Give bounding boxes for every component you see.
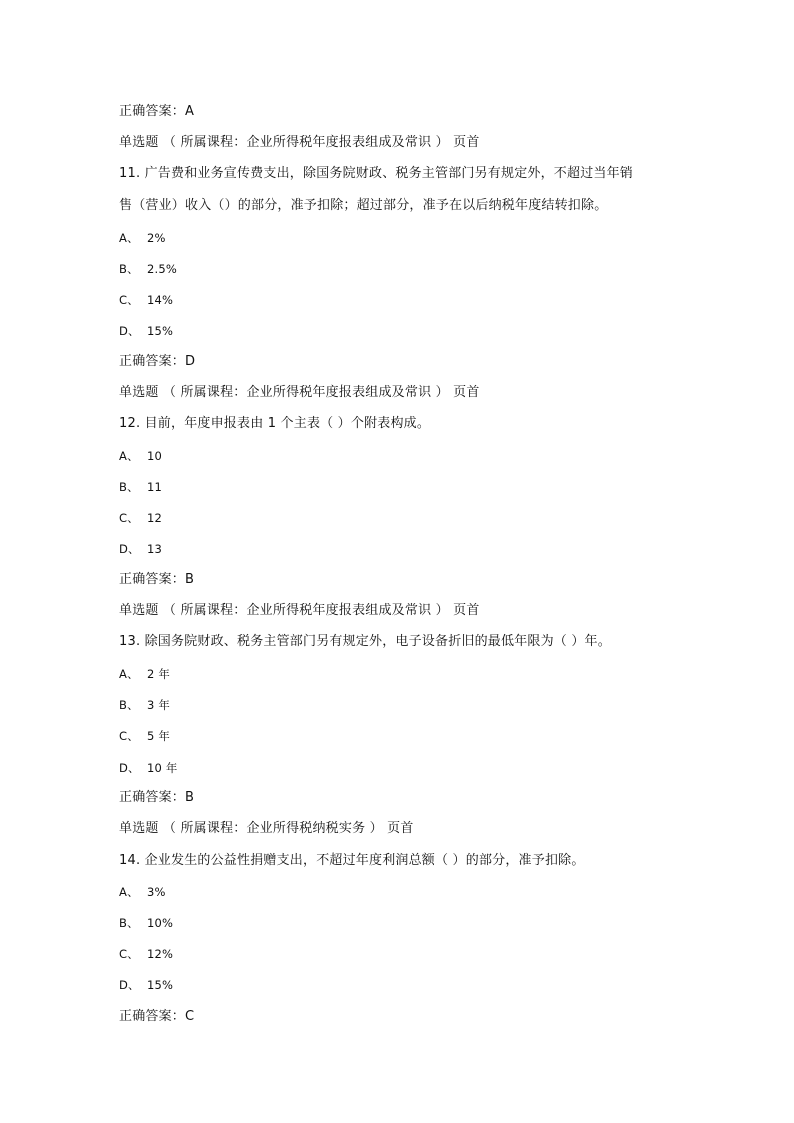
option-text: 12% — [147, 947, 174, 961]
option-letter: C、 — [119, 293, 139, 307]
option-letter: A、 — [119, 885, 139, 899]
option-text: 2% — [147, 231, 166, 245]
question-text: 13. 除国务院财政、税务主管部门另有规定外，电子设备折旧的最低年限为（ ）年。 — [119, 634, 611, 649]
option-letter: A、 — [119, 667, 139, 681]
option-letter: B、 — [119, 698, 139, 712]
option-text: 13 — [147, 542, 163, 556]
option-line — [119, 728, 170, 744]
option-line — [119, 977, 173, 993]
option-letter: D、 — [119, 324, 140, 338]
option-line — [119, 760, 178, 776]
option-line — [119, 915, 173, 931]
option-line — [119, 292, 173, 308]
question-text: 11. 广告费和业务宣传费支出，除国务院财政、税务主管部门另有规定外，不超过当年销 — [119, 166, 634, 181]
option-text: 11 — [147, 480, 163, 494]
option-line — [119, 230, 166, 246]
option-text: 2.5% — [147, 262, 178, 276]
question-header: 单选题 （ 所属课程：企业所得税纳税实务 ） 页首 — [119, 821, 414, 836]
option-text: 10% — [147, 916, 174, 930]
option-text: 5 年 — [147, 729, 171, 743]
option-letter: C、 — [119, 947, 139, 961]
answer-line: 正确答案：D — [119, 354, 196, 369]
option-letter: C、 — [119, 729, 139, 743]
question-header: 单选题 （ 所属课程：企业所得税年度报表组成及常识 ） 页首 — [119, 603, 480, 618]
question-text: 12. 目前，年度申报表由 1 个主表（ ）个附表构成。 — [119, 416, 431, 431]
option-letter: D、 — [119, 978, 140, 992]
option-line — [119, 448, 162, 464]
answer-line: 正确答案：A — [119, 104, 195, 119]
option-letter: B、 — [119, 916, 139, 930]
option-line — [119, 666, 170, 682]
option-letter: A、 — [119, 231, 139, 245]
question-header: 单选题 （ 所属课程：企业所得税年度报表组成及常识 ） 页首 — [119, 385, 480, 400]
option-line — [119, 323, 173, 339]
option-letter: B、 — [119, 480, 139, 494]
answer-line: 正确答案：C — [119, 1009, 195, 1024]
option-text: 3% — [147, 885, 166, 899]
option-line — [119, 946, 173, 962]
question-text: 14. 企业发生的公益性捐赠支出，不超过年度利润总额（ ）的部分，准予扣除。 — [119, 853, 585, 868]
option-text: 10 — [147, 449, 163, 463]
option-text: 2 年 — [147, 667, 171, 681]
answer-line: 正确答案：B — [119, 572, 195, 587]
option-line — [119, 541, 162, 557]
option-text: 12 — [147, 511, 163, 525]
answer-line: 正确答案：B — [119, 790, 195, 805]
option-letter: B、 — [119, 262, 139, 276]
option-line — [119, 261, 177, 277]
question-header: 单选题 （ 所属课程：企业所得税年度报表组成及常识 ） 页首 — [119, 135, 480, 150]
option-text: 10 年 — [147, 761, 178, 775]
option-line — [119, 479, 162, 495]
option-line — [119, 884, 166, 900]
option-text: 15% — [147, 324, 174, 338]
option-line — [119, 510, 162, 526]
option-text: 14% — [147, 293, 174, 307]
option-line — [119, 697, 170, 713]
option-text: 3 年 — [147, 698, 171, 712]
option-letter: C、 — [119, 511, 139, 525]
option-letter: A、 — [119, 449, 139, 463]
option-letter: D、 — [119, 542, 140, 556]
option-text: 15% — [147, 978, 174, 992]
question-text: 售（营业）收入（）的部分，准予扣除；超过部分，准予在以后纳税年度结转扣除。 — [119, 198, 608, 213]
option-letter: D、 — [119, 761, 140, 775]
document-page — [119, 0, 719, 1123]
